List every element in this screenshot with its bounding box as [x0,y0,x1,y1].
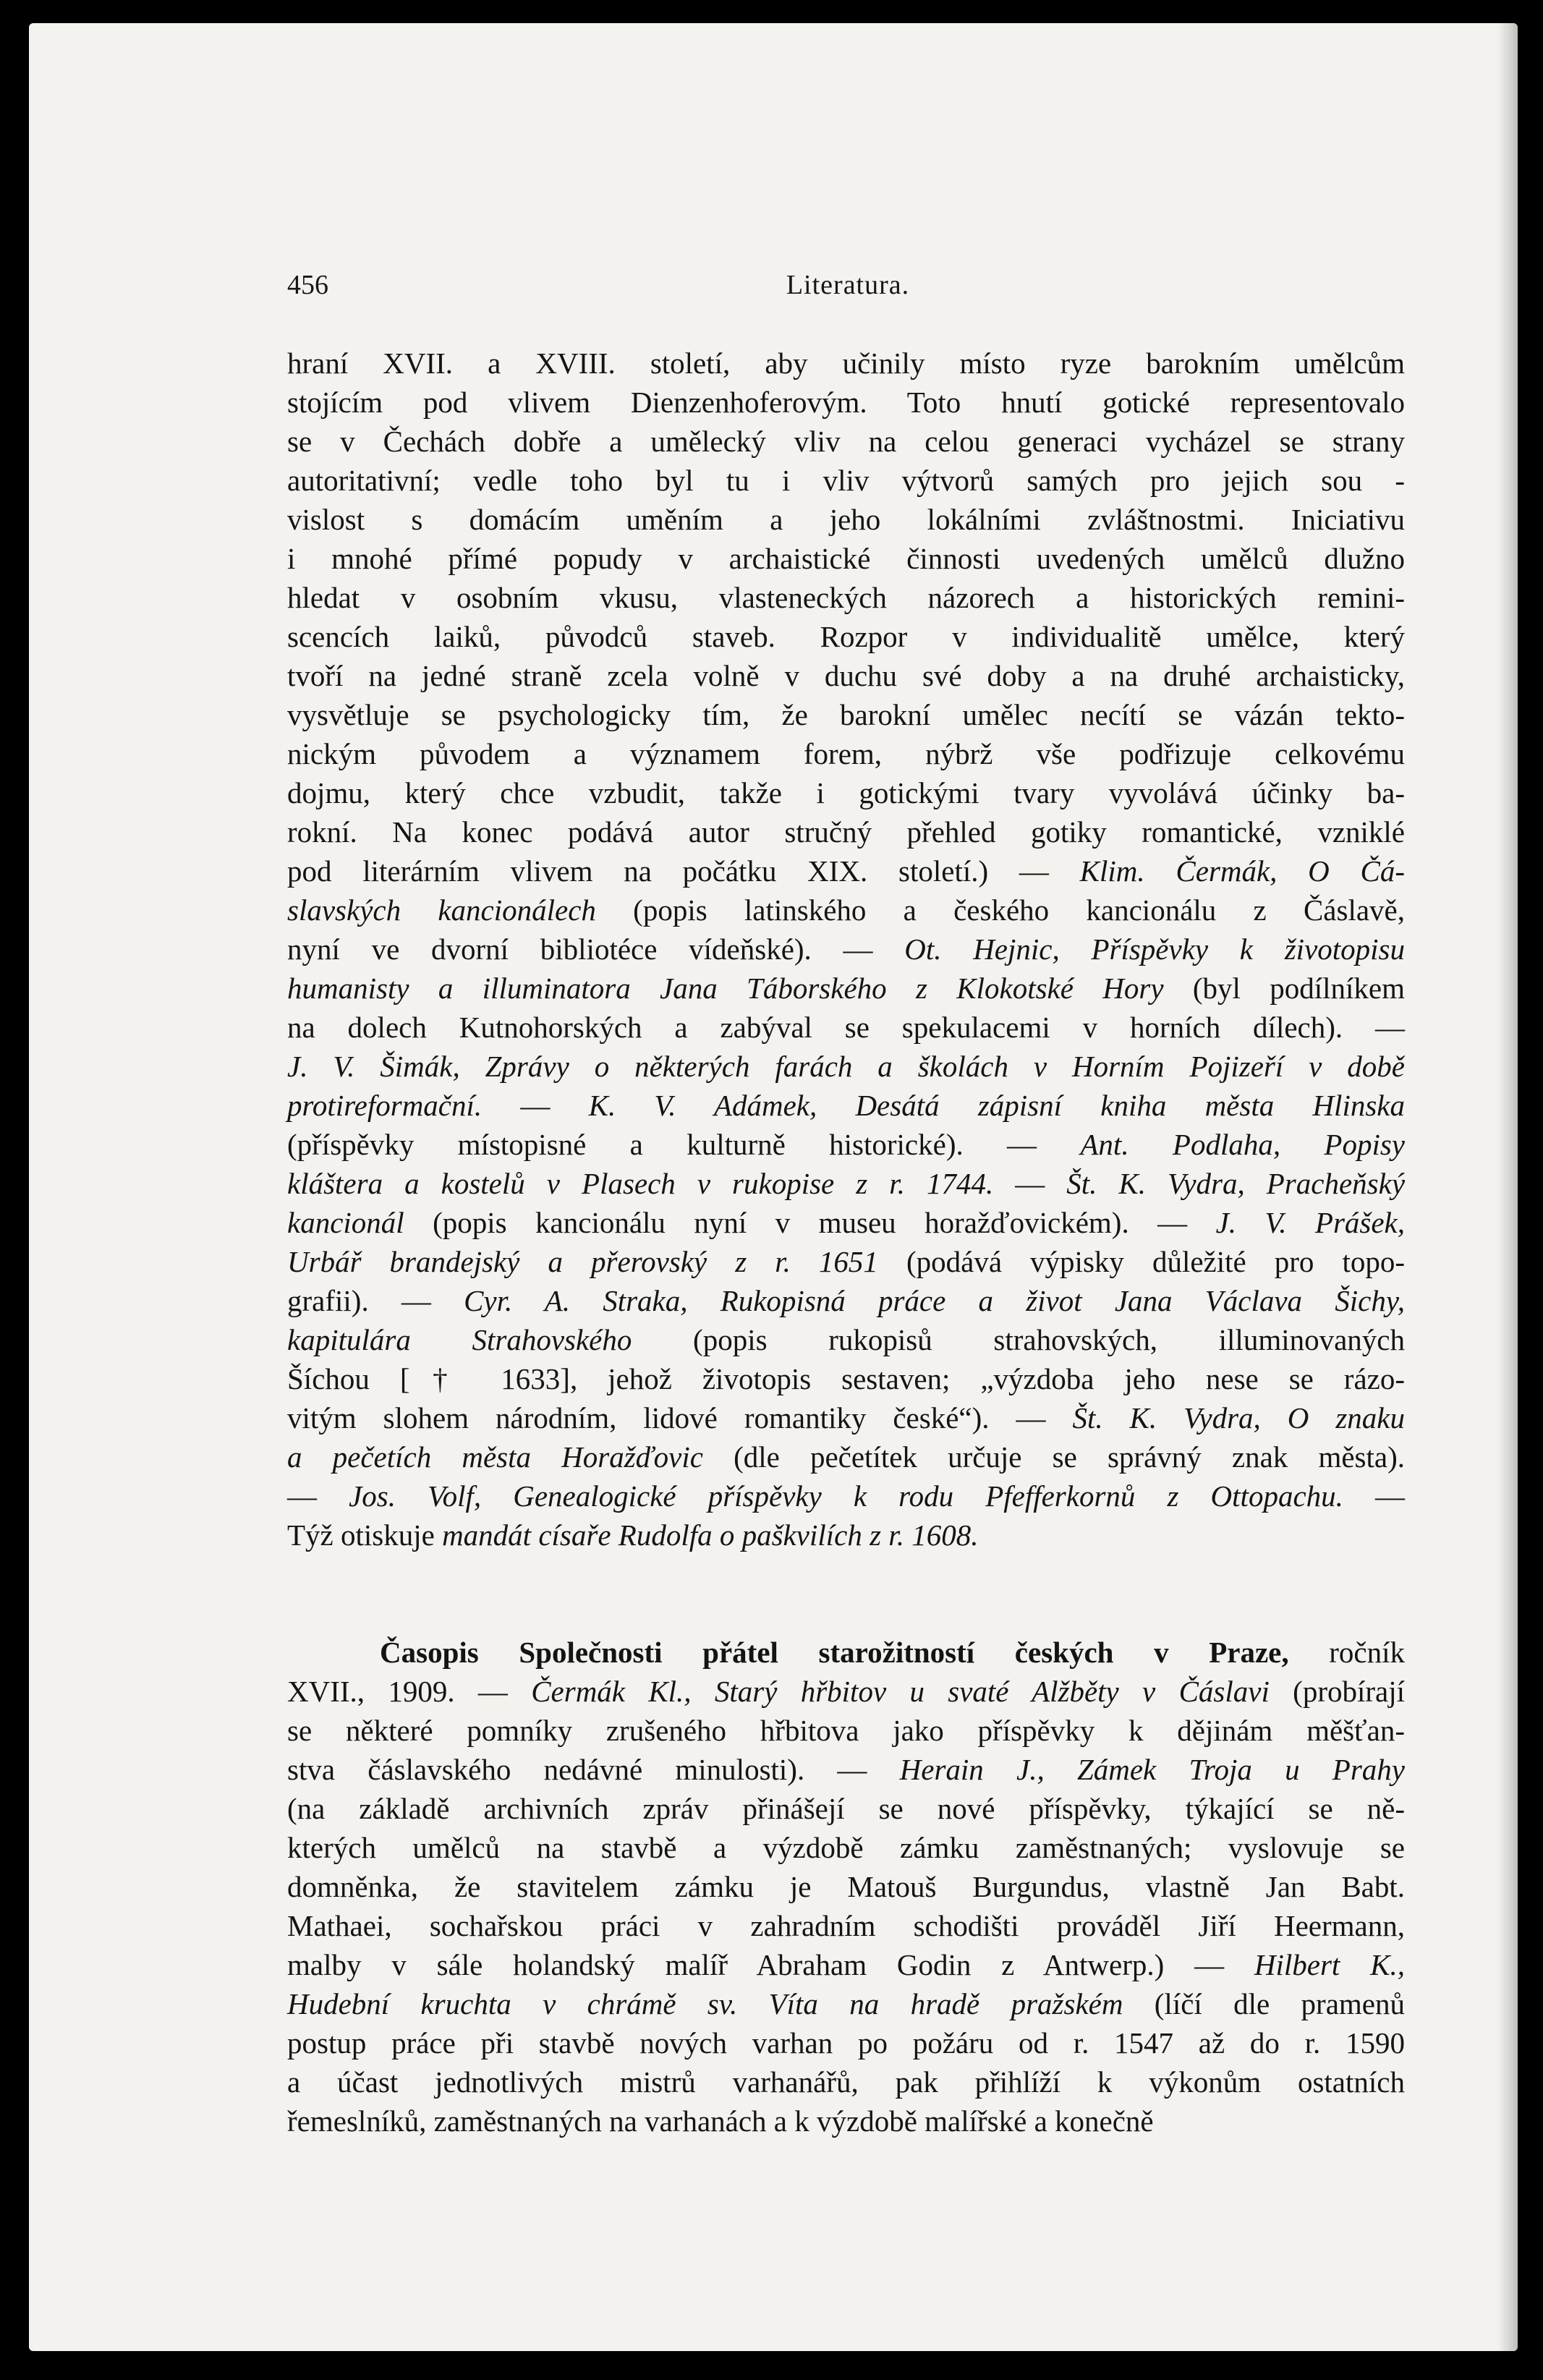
text-line [287,1711,1405,1750]
text-line [287,930,1405,969]
text-run: autoritativní; vedle toho byl tu i vliv výtvorů samých pro jejich sou - [287,464,1405,497]
text-line [287,1476,1405,1516]
italic-citation: mandát císaře Rudolfa o paškvilích z r. 1608. [442,1518,979,1552]
body-text [287,344,1405,2141]
text-run: (popis kancionálu nyní v museu horažďovickém). — [404,1206,1216,1239]
text-line [287,461,1405,500]
italic-citation: Urbář brandejský a přerovský z r. 1651 [287,1245,878,1278]
text-line [287,1359,1405,1398]
italic-citation: Jos. Volf, Genealogické příspěvky k rodu Pfefferkornů z Ottopachu. [349,1479,1343,1513]
text-line [287,773,1405,812]
text-run: stva čáslavského nedávné minulosti). — [287,1753,900,1786]
text-line [287,1047,1405,1086]
text-line [287,1633,1405,1672]
text-line [287,344,1405,383]
italic-citation: J. V. Šimák, Zprávy o některých farách a školách v Horním Pojizeří v době [287,1050,1405,1083]
text-line [287,2023,1405,2062]
italic-citation: humanisty a illuminatora Jana Táborského z Klokotské Hory [287,972,1164,1005]
text-run: (dle pečetítek určuje se správný znak města). [702,1440,1405,1474]
text-line [287,617,1405,656]
italic-citation: slavských kancionálech [287,893,596,927]
italic-citation: protireformační. [287,1089,483,1122]
text-run: dojmu, který chce vzbudit, takže i gotickými tvary vyvolává účinky ba- [287,776,1405,809]
text-line [287,2062,1405,2101]
text-run: Týž otiskuje [287,1518,443,1552]
text-run: vitým slohem národním, lidové romantiky české“). — [287,1401,1073,1435]
text-run: vislost s domácím uměním a jeho lokálními zvláštnostmi. Iniciativu [287,503,1405,536]
text-run: (líčí dle pramenů [1123,1987,1405,2020]
text-run: (popis latinského a českého kancionálu z Čáslavě, [595,893,1405,927]
text-run: ročník [1288,1636,1405,1669]
text-line [287,1125,1405,1164]
text-line [287,1008,1405,1047]
text-run: tvoří na jedné straně zcela volně v duchu své doby a na druhé archaisticky, [287,659,1405,692]
text-run: řemeslníků, zaměstnaných na varhanách a k výzdobě malířské a konečně [287,2104,1154,2138]
text-run: domněnka, že stavitelem zámku je Matouš Burgundus, vlastně Jan Babt. [287,1870,1405,1903]
text-line [287,2101,1405,2141]
text-run: vysvětluje se psychologicky tím, že barokní umělec necítí se vázán tekto- [287,698,1405,731]
text-run: se v Čechách dobře a umělecký vliv na celou generaci vycházel se strany [287,425,1405,458]
text-run: hledat v osobním vkusu, vlasteneckých názorech a historických remini- [287,581,1405,614]
text-run: i mnohé přímé popudy v archaistické činnosti uvedených umělců dlužno [287,542,1405,575]
text-run: Mathaei, sochařskou práci v zahradním schodišti prováděl Jiří Heermann, [287,1909,1405,1942]
text-run: rokní. Na konec podává autor stručný přehled gotiky romantické, vzniklé [287,815,1405,849]
text-line [287,1437,1405,1476]
text-run: Šíchou [† 1633], jehož životopis sestaven; „výzdoba jeho nese se rázo- [287,1362,1405,1395]
text-line [287,578,1405,617]
text-run: pod literárním vlivem na počátku XIX. století.) — [287,854,1080,888]
text-run: grafii). — [287,1284,464,1317]
text-line [287,1828,1405,1867]
text-run: (popis rukopisů strahovských, illuminovaných [632,1323,1405,1356]
text-run: — [993,1167,1067,1200]
text-line [287,422,1405,461]
italic-citation: Ant. Podlaha, Popisy [1080,1128,1405,1161]
bold-journal-title: Časopis Společnosti přátel starožitností českých v Praze, [380,1636,1289,1669]
text-line [287,695,1405,734]
text-run: — [1343,1479,1405,1513]
paragraph-casopis-review [287,1633,1405,2141]
italic-citation: Hudební kruchta v chrámě sv. Víta na hradě pražském [287,1987,1123,2020]
text-run: postup práce při stavbě nových varhan po požáru od r. 1547 až do r. 1590 [287,2026,1405,2060]
text-run: (na základě archivních zpráv přinášejí se nové příspěvky, týkající se ně- [287,1792,1405,1825]
text-run: XVII., 1909. — [287,1675,532,1708]
running-title: Literatura. [786,270,910,300]
italic-citation: kláštera a kostelů v Plasech v rukopise z r. 1744. [287,1167,994,1200]
text-line [287,1867,1405,1906]
text-run: na dolech Kutnohorských a zabýval se spekulacemi v horních dílech). — [287,1011,1405,1044]
text-line [287,734,1405,773]
text-line [287,1086,1405,1125]
text-run: a účast jednotlivých mistrů varhanářů, pak přihlíží k výkonům ostatních [287,2065,1405,2099]
text-line [287,1984,1405,2023]
page-header [287,269,1408,313]
page-edge-shadow [1497,23,1518,2351]
italic-citation: Št. K. Vydra, Pracheňský [1066,1167,1406,1200]
text-line [287,1398,1405,1437]
text-run: malby v sále holandský malíř Abraham Godin z Antwerp.) — [287,1948,1254,1981]
text-run: kterých umělců na stavbě a výzdobě zámku zaměstnaných; vyslovuje se [287,1831,1405,1864]
italic-citation: Ot. Hejnic, Příspěvky k životopisu [904,932,1406,966]
text-line [287,891,1405,930]
text-run: — [482,1089,589,1122]
text-line [287,1242,1405,1281]
text-line [287,1906,1405,1945]
text-run: scencích laiků, původců staveb. Rozpor v individualitě umělce, který [287,620,1405,653]
text-line [287,1203,1405,1242]
text-line [287,1945,1405,1984]
italic-citation: Hilbert K., [1254,1948,1405,1981]
italic-citation: kapitulára Strahovského [287,1323,632,1356]
text-run: (příspěvky místopisné a kulturně historické). — [287,1128,1081,1161]
text-run: stojícím pod vlivem Dienzenhoferovým. Toto hnutí gotické representovalo [287,386,1405,419]
text-line [287,1672,1405,1711]
text-line [287,383,1405,422]
text-line [287,1789,1405,1828]
text-line [287,1750,1405,1789]
text-line [287,500,1405,539]
text-line [287,1320,1405,1359]
text-run: (podává výpisky důležité pro topo- [877,1245,1405,1278]
italic-citation: Klim. Čermák, O Čá- [1079,854,1405,888]
italic-citation: K. V. Adámek, Desátá zápisní kniha města Hlinska [588,1089,1405,1122]
text-line [287,539,1405,578]
text-line [287,1164,1405,1203]
text-line [287,812,1405,851]
italic-citation: a pečetích města Horažďovic [287,1440,703,1474]
text-line [287,1281,1405,1320]
italic-citation: Cyr. A. Straka, Rukopisná práce a život Jana Václava Šichy, [464,1284,1405,1317]
italic-citation: Čermák Kl., Starý hřbitov u svaté Alžběty v Čáslavi [531,1675,1270,1708]
text-line [287,851,1405,891]
text-run: nyní ve dvorní bibliotéce vídeňské). — [287,932,905,966]
page-number: 456 [287,270,328,300]
text-run: nickým původem a významem forem, nýbrž vše podřizuje celkovému [287,737,1405,770]
text-line [287,656,1405,695]
paragraph-literature-review [287,344,1405,1555]
italic-citation: J. V. Prášek, [1215,1206,1405,1239]
italic-citation: kancionál [287,1206,404,1239]
text-line [287,969,1405,1008]
italic-citation: Št. K. Vydra, O znaku [1072,1401,1405,1435]
text-run: hraní XVII. a XVIII. století, aby učinily místo ryze barokním umělcům [287,347,1405,380]
text-run: (byl podílníkem [1163,972,1405,1005]
italic-citation: Herain J., Zámek Troja u Prahy [899,1753,1405,1786]
text-run: se některé pomníky zrušeného hřbitova jako příspěvky k dějinám měšťan- [287,1714,1405,1747]
paragraph-gap [287,1555,1405,1633]
text-line [287,1516,1405,1555]
text-run: — [287,1479,349,1513]
text-run: (probírají [1269,1675,1405,1708]
